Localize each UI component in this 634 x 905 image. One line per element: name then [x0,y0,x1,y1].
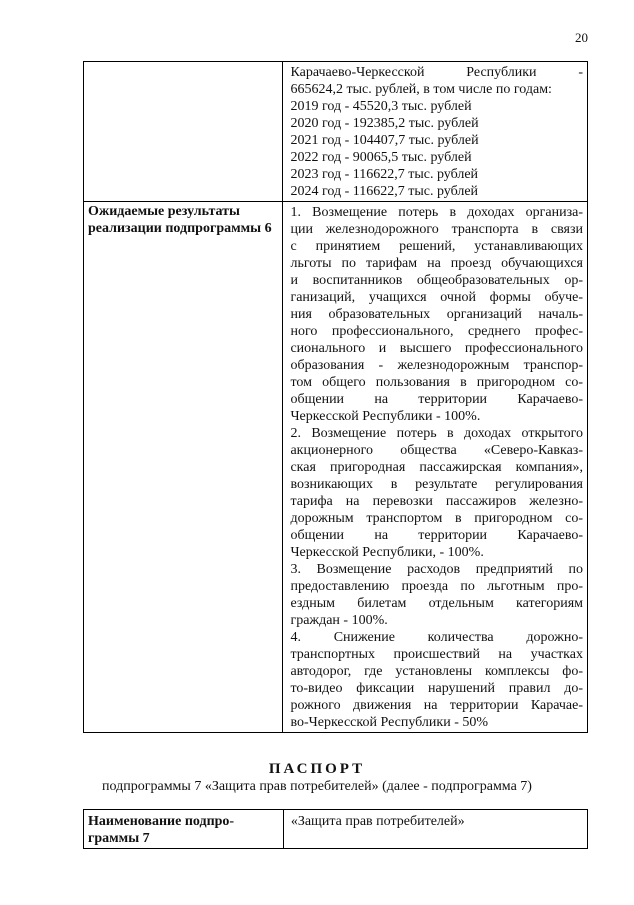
result-line: Черкесской Республики, - 100%. [290,545,484,560]
result-line: предоставлению проезда по льготным про- [290,579,583,594]
table-row-expected-results [84,202,588,733]
expected-results-label: реализации подпрограммы 6 [88,221,272,236]
result-line: ния образовательных организаций началь- [290,307,583,322]
subprogram-name-value: «Защита прав потребителей» [290,814,465,829]
result-line: автодорог, где установлены комплексы фо- [290,664,583,679]
funding-label-cell [84,62,283,202]
result-line: рожного движения на территории Карачае- [290,698,583,713]
subprogram-name-label-cell [84,810,284,849]
result-line: образования - железнодорожным транспор- [290,358,583,373]
funding-line: 2022 год - 90065,5 тыс. рублей [290,150,472,165]
result-line: льготы по тарифам на проезд обучающихся [290,256,583,271]
funding-line: 2024 год - 116622,7 тыс. рублей [290,184,479,199]
table-row-funding [84,62,588,202]
result-line: 3. Возмещение расходов предприятий по [290,562,583,577]
funding-line: 2019 год - 45520,3 тыс. рублей [290,99,472,114]
subprogram-name-label: Наименование подпро- [88,814,235,829]
result-line: ская пригородная пассажирская компания», [290,460,583,475]
result-line: сионального и высшего профессионального [290,341,583,356]
page-number: 20 [575,30,588,45]
funding-line: Карачаево-Черкесской Республики - [290,65,583,80]
result-line: 2. Возмещение потерь в доходах открытого [290,426,583,441]
result-line: возникающих в результате регулирования [290,477,583,492]
result-line: ного профессионального, среднего профес- [290,324,583,339]
expected-results-label: Ожидаемые результаты [88,204,240,219]
result-line: дорожным транспортом в пригородном со- [290,511,583,526]
result-line: общении на территории Карачаево- [290,392,583,407]
passport-title: ПАСПОРТ [268,761,366,777]
result-line: ции железнодорожного транспорта в связи [290,222,583,237]
result-line: тарифа на перевозки пассажиров железно- [290,494,583,509]
result-line: общении на территории Карачаево- [290,528,583,543]
subprogram-7-passport-table [83,809,588,849]
result-line: граждан - 100%. [290,613,388,628]
result-line: то-видео фиксации нарушений правил до- [290,681,583,696]
result-line: Черкесской Республики - 100%. [290,409,481,424]
subprogram-6-passport-table [83,61,588,733]
result-line: транспортных происшествий на участках [290,647,583,662]
result-line: и воспитанников общеобразовательных ор- [290,273,583,288]
result-line: ездным билетам отдельным категориям [290,596,583,611]
subprogram-name-label: граммы 7 [88,831,150,846]
result-line: том общего пользования в пригородном со- [290,375,583,390]
result-line: акционерного общества «Северо-Кавказ- [290,443,583,458]
expected-results-value-cell [283,202,588,733]
result-line: 1. Возмещение потерь в доходах организа- [290,205,583,220]
passport-subtitle: подпрограммы 7 «Защита прав потребителей» (далее - подпрограмма 7) [102,779,532,794]
result-line: ганизаций, учащихся очной формы обуче- [290,290,583,305]
result-line: во-Черкесской Республики - 50% [290,715,489,730]
table-row-name [84,810,588,849]
expected-results-label-cell [84,202,283,733]
funding-line: 2020 год - 192385,2 тыс. рублей [290,116,479,131]
funding-value-cell [283,62,588,202]
result-line: 4. Снижение количества дорожно- [290,630,583,645]
funding-line: 2023 год - 116622,7 тыс. рублей [290,167,479,182]
subprogram-name-value-cell [283,810,587,849]
result-line: с принятием решений, устанавливающих [290,239,583,254]
funding-line: 2021 год - 104407,7 тыс. рублей [290,133,479,148]
funding-line: 665624,2 тыс. рублей, в том числе по годам: [290,82,552,97]
